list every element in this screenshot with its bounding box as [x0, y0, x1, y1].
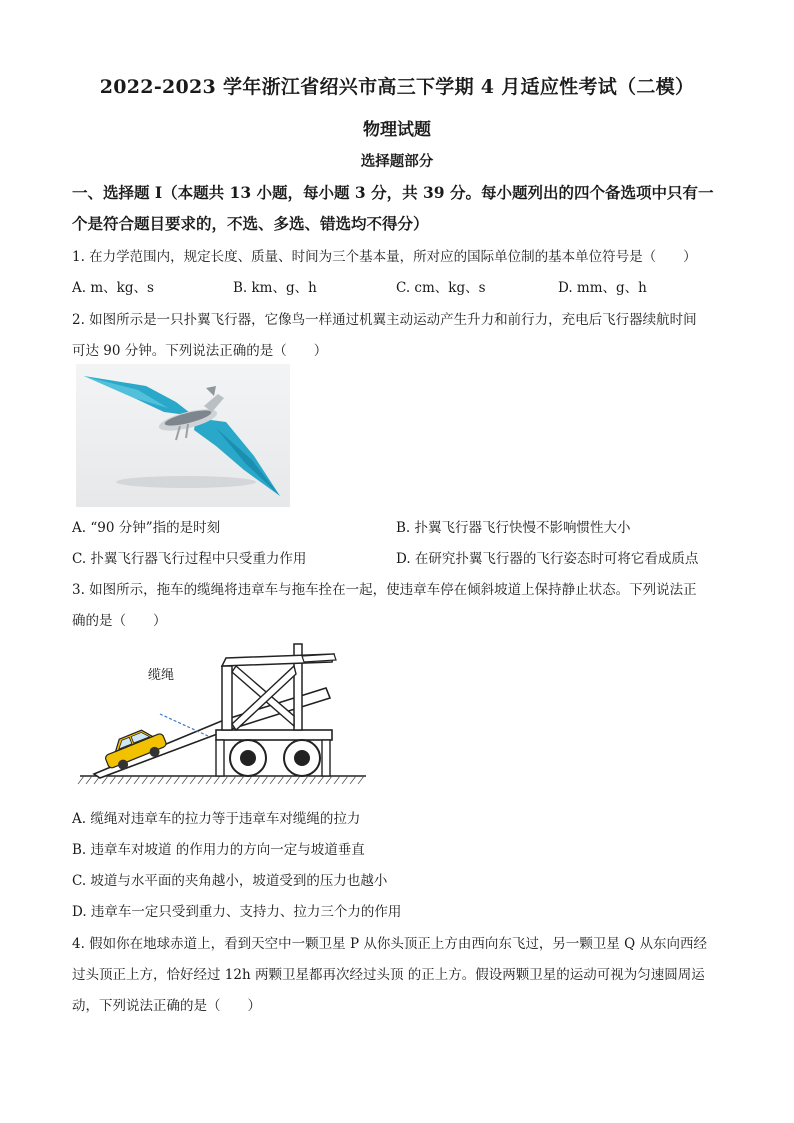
rope-label: 缆绳	[148, 668, 175, 683]
tow-truck-diagram	[76, 636, 376, 788]
flapping-wing-aircraft-image	[76, 364, 290, 507]
q4-stem-line2: 过头顶正上方，恰好经过 12h 两颗卫星都再次经过头顶 的正上方。假设两颗卫星的运动可视为匀速圆周运	[72, 967, 705, 983]
q4-stem-line3: 动，下列说法正确的是（ ）	[72, 998, 261, 1014]
subject-title: 物理试题	[363, 120, 431, 140]
q2-stem-line2: 可达 90 分钟。下列说法正确的是（ ）	[72, 343, 328, 359]
section-title: 选择题部分	[360, 153, 434, 170]
q3-option-b: B. 违章车对坡道 的作用力的方向一定与坡道垂直	[72, 842, 365, 858]
q3-option-d: D. 违章车一定只受到重力、支持力、拉力三个力的作用	[72, 904, 402, 920]
q2-option-d: D. 在研究扑翼飞行器的飞行姿态时可将它看成质点	[396, 551, 699, 567]
q1-option-b: B. km、g、h	[233, 280, 317, 296]
q3-stem-line2: 确的是（ ）	[72, 613, 167, 629]
q1-option-c: C. cm、kg、s	[396, 280, 486, 296]
q3-stem-line1: 3. 如图所示，拖车的缆绳将违章车与拖车拴在一起，使违章车停在倾斜坡道上保持静止状态。下列说法正	[72, 582, 697, 598]
q3-option-c: C. 坡道与水平面的夹角越小，坡道受到的压力也越小	[72, 873, 388, 889]
q1-stem: 1. 在力学范围内，规定长度、质量、时间为三个基本量，所对应的国际单位制的基本单位符号是（ ）	[72, 249, 697, 265]
q2-stem-line1: 2. 如图所示是一只扑翼飞行器，它像鸟一样通过机翼主动运动产生升力和前行力，充电后飞行器续航时间	[72, 312, 697, 328]
part-heading-line2: 个是符合题目要求的，不选、多选、错选均不得分）	[72, 214, 429, 233]
q1-option-d: D. mm、g、h	[558, 280, 647, 296]
q2-option-b: B. 扑翼飞行器飞行快慢不影响惯性大小	[396, 520, 631, 536]
q2-option-a: A. “90 分钟”指的是时刻	[72, 520, 221, 536]
q4-stem-line1: 4. 假如你在地球赤道上，看到天空中一颗卫星 P 从你头顶正上方由西向东飞过，另一颗卫星 Q 从东向西经	[72, 936, 707, 952]
q2-option-c: C. 扑翼飞行器飞行过程中只受重力作用	[72, 551, 307, 567]
q3-option-a: A. 缆绳对违章车的拉力等于违章车对缆绳的拉力	[72, 811, 361, 827]
q1-option-a: A. m、kg、s	[72, 280, 154, 296]
part-heading-line1: 一、选择题 I（本题共 13 小题，每小题 3 分，共 39 分。每小题列出的四个备选项中只有一	[72, 183, 714, 202]
page-title: 2022-2023 学年浙江省绍兴市高三下学期 4 月适应性考试（二模）	[99, 76, 695, 98]
